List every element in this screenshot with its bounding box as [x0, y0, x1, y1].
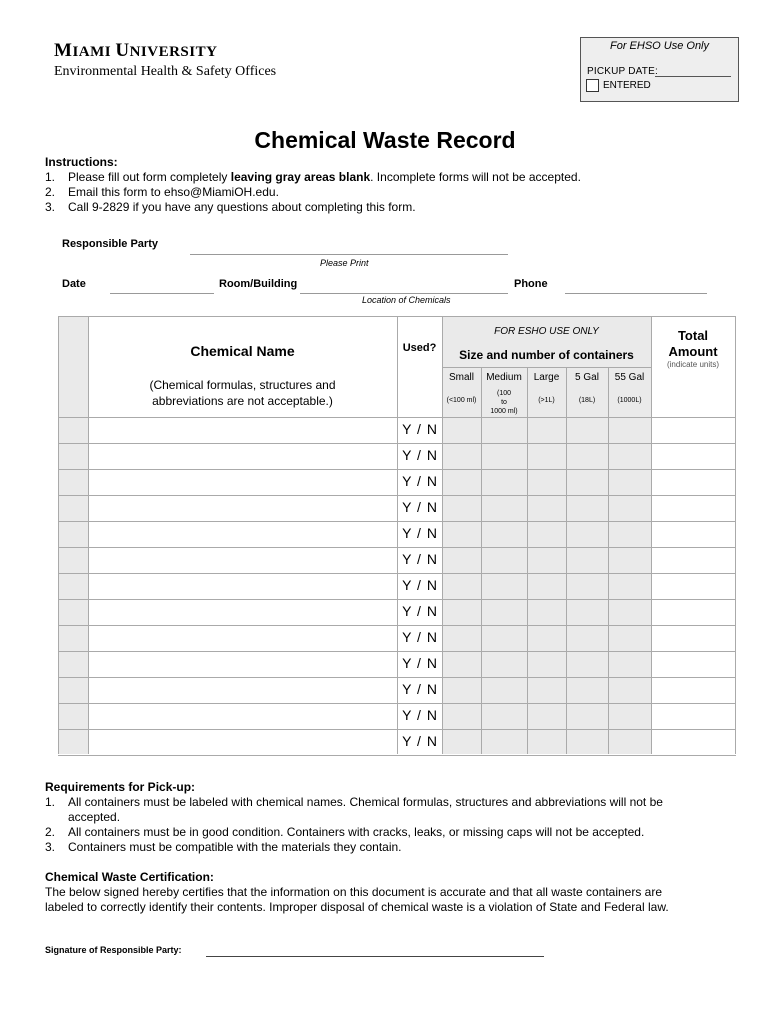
- total-amount-cell[interactable]: [652, 496, 735, 521]
- chemical-name-cell[interactable]: [89, 548, 396, 573]
- room-building-field[interactable]: [300, 293, 508, 294]
- university-name: MIAMI UNIVERSITY: [54, 40, 218, 61]
- chemical-note: abbreviations are not acceptable.): [152, 394, 333, 408]
- size-column-note: (100 to 1000 ml): [490, 390, 518, 415]
- phone-label: Phone: [514, 278, 548, 290]
- total-note: (indicate units): [666, 360, 720, 369]
- used-yes-no[interactable]: Y / N: [402, 577, 438, 593]
- chemical-name-cell[interactable]: [89, 444, 396, 469]
- used-yes-no[interactable]: Y / N: [402, 707, 438, 723]
- used-yes-no[interactable]: Y / N: [402, 447, 438, 463]
- total-amount-cell[interactable]: [652, 626, 735, 651]
- total-amount-cell[interactable]: [652, 600, 735, 625]
- instruction-item: 3. Call 9-2829 if you have any questions about completing this form.: [45, 200, 416, 214]
- used-yes-no[interactable]: Y / N: [402, 473, 438, 489]
- total-amount-cell[interactable]: [652, 418, 735, 443]
- department-name: Environmental Health & Safety Offices: [54, 64, 277, 79]
- date-field[interactable]: [110, 293, 214, 294]
- size-column-note: (>1L): [538, 397, 555, 404]
- signature-field[interactable]: [206, 956, 544, 957]
- phone-field[interactable]: [565, 293, 707, 294]
- responsible-party-field[interactable]: [190, 254, 508, 255]
- chemical-name-cell[interactable]: [89, 522, 396, 547]
- size-column-header: Large: [533, 372, 560, 383]
- certification-text: The below signed hereby certifies that the information on this document is accurate and that all waste containers are: [45, 885, 663, 899]
- used-yes-no[interactable]: Y / N: [402, 733, 438, 749]
- chemical-name-cell[interactable]: [89, 652, 396, 677]
- size-column-header: Medium: [486, 372, 522, 383]
- chemical-name-cell[interactable]: [89, 574, 396, 599]
- chemical-name-cell[interactable]: [89, 496, 396, 521]
- requirement-item: 1. All containers must be labeled with chemical names. Chemical formulas, structures and abbreviations will not be: [45, 795, 663, 809]
- entered-checkbox[interactable]: [586, 79, 599, 92]
- total-amount-cell[interactable]: [652, 652, 735, 677]
- instructions-heading: Instructions:: [45, 155, 118, 169]
- total-header: Amount: [668, 344, 718, 359]
- requirement-item: 2. All containers must be in good condition. Containers with cracks, leaks, or missing caps will not be accepted.: [45, 825, 645, 839]
- total-amount-cell[interactable]: [652, 444, 735, 469]
- row-number-column: [58, 316, 88, 754]
- used-yes-no[interactable]: Y / N: [402, 551, 438, 567]
- chemical-name-header: Chemical Name: [190, 343, 295, 359]
- for-esho-header: FOR ESHO USE ONLY: [494, 326, 599, 337]
- responsible-party-label: Responsible Party: [62, 238, 158, 250]
- used-yes-no[interactable]: Y / N: [402, 499, 438, 515]
- used-header: Used?: [402, 342, 437, 354]
- chemical-name-cell[interactable]: [89, 600, 396, 625]
- used-yes-no[interactable]: Y / N: [402, 655, 438, 671]
- instruction-item: 2. Email this form to ehso@MiamiOH.edu.: [45, 185, 279, 199]
- total-amount-cell[interactable]: [652, 574, 735, 599]
- used-yes-no[interactable]: Y / N: [402, 629, 438, 645]
- used-yes-no[interactable]: Y / N: [402, 603, 438, 619]
- entered-label: ENTERED: [603, 80, 651, 91]
- requirements-heading: Requirements for Pick-up:: [45, 780, 196, 794]
- pickup-date-field[interactable]: [655, 76, 731, 77]
- signature-label: Signature of Responsible Party:: [45, 945, 182, 955]
- used-yes-no[interactable]: Y / N: [402, 421, 438, 437]
- ehso-use-only-box: [580, 37, 739, 102]
- chemical-table: [58, 316, 736, 754]
- location-hint: Location of Chemicals: [362, 295, 451, 305]
- chemical-name-cell[interactable]: [89, 678, 396, 703]
- chemical-name-cell[interactable]: [89, 418, 396, 443]
- please-print-hint: Please Print: [320, 258, 369, 268]
- date-label: Date: [62, 278, 86, 290]
- chemical-name-cell[interactable]: [89, 704, 396, 729]
- requirement-item-cont: accepted.: [68, 810, 121, 824]
- size-column-note: (<100 ml): [446, 397, 477, 404]
- chemical-name-cell[interactable]: [89, 470, 396, 495]
- size-header: Size and number of containers: [459, 348, 634, 362]
- size-column-header: Small: [448, 372, 474, 383]
- instruction-item: 1. Please fill out form completely leaving gray areas blank. Incomplete forms will not be accepted.: [45, 170, 581, 184]
- size-column-header: 5 Gal: [575, 372, 599, 383]
- chemical-name-cell[interactable]: [89, 626, 396, 651]
- total-amount-cell[interactable]: [652, 548, 735, 573]
- total-amount-cell[interactable]: [652, 678, 735, 703]
- used-yes-no[interactable]: Y / N: [402, 525, 438, 541]
- certification-heading: Chemical Waste Certification:: [45, 870, 214, 884]
- pickup-date-label: PICKUP DATE:: [587, 66, 658, 77]
- ehso-box-title: For EHSO Use Only: [609, 40, 710, 52]
- size-column-note: (1000L): [617, 397, 642, 404]
- size-column-header: 55 Gal: [614, 372, 645, 383]
- certification-text: labeled to correctly identify their contents. Improper disposal of chemical waste is a violation of State and Federal law.: [45, 900, 669, 914]
- total-amount-cell[interactable]: [652, 470, 735, 495]
- room-building-label: Room/Building: [219, 278, 298, 290]
- used-yes-no[interactable]: Y / N: [402, 681, 438, 697]
- total-header: Total: [677, 328, 709, 343]
- total-amount-cell[interactable]: [652, 522, 735, 547]
- requirement-item: 3. Containers must be compatible with the materials they contain.: [45, 840, 402, 854]
- chemical-name-cell[interactable]: [89, 730, 396, 755]
- total-amount-cell[interactable]: [652, 704, 735, 729]
- chemical-note: (Chemical formulas, structures and: [149, 378, 336, 392]
- page-title: Chemical Waste Record: [254, 127, 516, 153]
- total-amount-cell[interactable]: [652, 730, 735, 755]
- size-column-note: (18L): [578, 397, 596, 404]
